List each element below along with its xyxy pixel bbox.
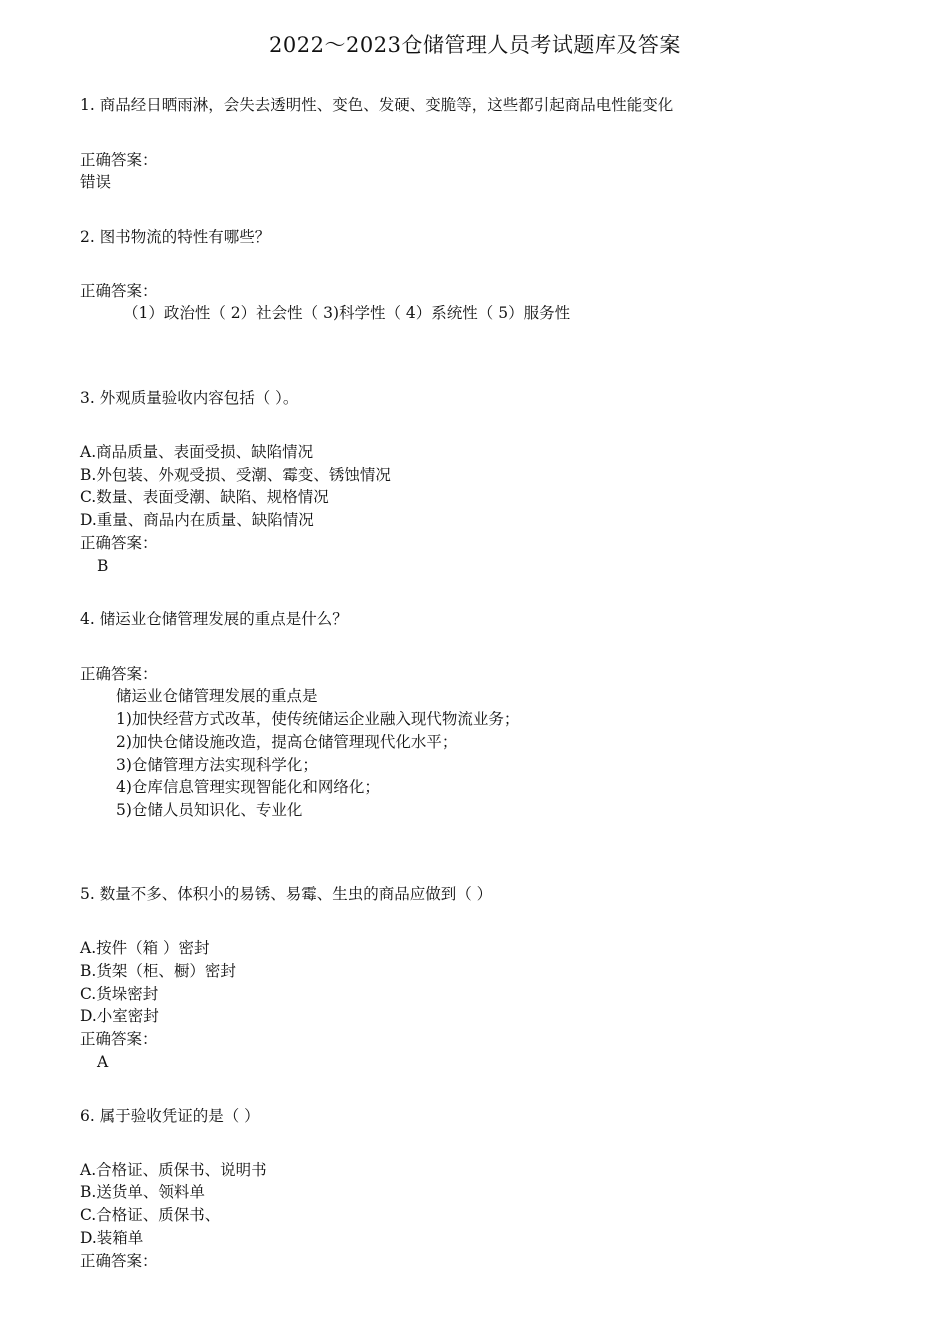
question-5-option-a: A.按件（箱 ）密封	[80, 939, 210, 957]
question-3-text: 3. 外观质量验收内容包括（ ）。	[80, 389, 299, 407]
question-3-option-c: C.数量、表面受潮、缺陷、规格情况	[80, 488, 329, 506]
question-4-answer-line: 1)加快经营方式改革，使传统储运企业融入现代物流业务；	[116, 710, 520, 728]
question-5-option-c: C.货垛密封	[80, 985, 159, 1003]
question-4-answer-line: 3)仓储管理方法实现科学化；	[116, 756, 318, 774]
question-6-option-a: A.合格证、质保书、说明书	[80, 1161, 267, 1179]
question-5-option-d: D.小室密封	[80, 1007, 159, 1025]
question-1-answer-label: 正确答案：	[80, 151, 158, 169]
question-4-answer-line: 4)仓库信息管理实现智能化和网络化；	[116, 778, 380, 796]
question-5-answer-label: 正确答案：	[80, 1030, 158, 1048]
question-3-answer: B	[97, 557, 109, 575]
question-4-text: 4. 储运业仓储管理发展的重点是什么？	[80, 610, 348, 628]
question-6-option-d: D.装箱单	[80, 1229, 144, 1247]
document-title: 2022～2023仓储管理人员考试题库及答案	[269, 33, 681, 57]
question-6-text: 6. 属于验收凭证的是（ ）	[80, 1107, 260, 1125]
question-3-option-a: A.商品质量、表面受损、缺陷情况	[80, 443, 314, 461]
question-3-option-b: B.外包装、外观受损、受潮、霉变、锈蚀情况	[80, 466, 391, 484]
question-1-answer: 错误	[80, 173, 112, 191]
question-5-option-b: B.货架（柜、橱）密封	[80, 962, 236, 980]
question-6-answer-label: 正确答案：	[80, 1252, 158, 1270]
question-6-option-c: C.合格证、质保书、	[80, 1206, 221, 1224]
question-4-answer-line: 5)仓储人员知识化、专业化	[116, 801, 303, 819]
question-3-option-d: D.重量、商品内在质量、缺陷情况	[80, 511, 314, 529]
question-2-answer: （1）政治性（ 2）社会性（ 3)科学性（ 4）系统性（ 5）服务性	[123, 304, 571, 322]
question-5-text: 5. 数量不多、体积小的易锈、易霉、生虫的商品应做到（ ）	[80, 885, 493, 903]
question-6-option-b: B.送货单、领料单	[80, 1183, 205, 1201]
question-3-answer-label: 正确答案：	[80, 534, 158, 552]
question-2-answer-label: 正确答案：	[80, 282, 158, 300]
question-2-text: 2. 图书物流的特性有哪些？	[80, 228, 271, 246]
question-4-answer-line: 储运业仓储管理发展的重点是	[116, 687, 318, 705]
question-1-text: 1. 商品经日晒雨淋，会失去透明性、变色、发硬、变脆等，这些都引起商品电性能变化	[80, 96, 674, 114]
question-4-answer-label: 正确答案：	[80, 665, 158, 683]
question-4-answer-line: 2)加快仓储设施改造，提高仓储管理现代化水平；	[116, 733, 458, 751]
question-5-answer: A	[97, 1053, 109, 1071]
